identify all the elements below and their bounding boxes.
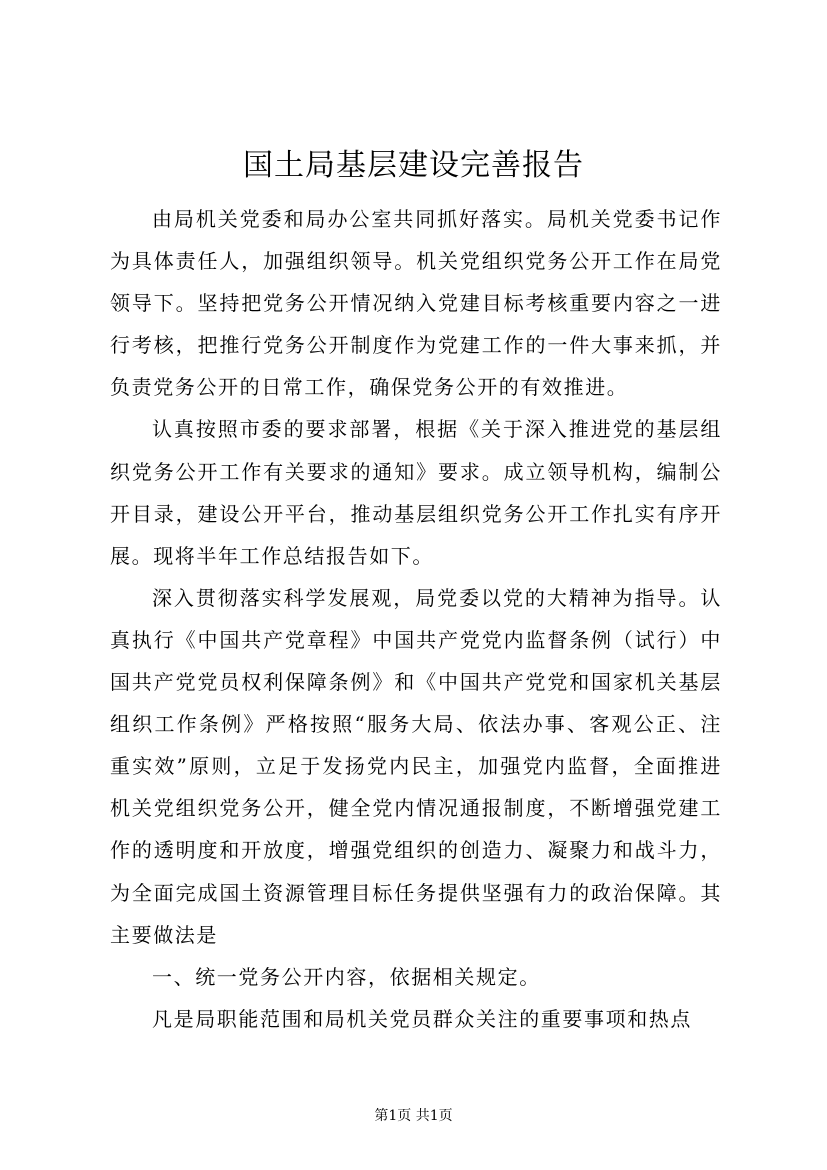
paragraph-4: 一、统一党务公开内容，依据相关规定。	[152, 964, 541, 989]
document-title: 国土局基层建设完善报告	[243, 148, 584, 183]
paragraph-2: 认真按照市委的要求部署，根据《关于深入推进党的基层组织党务公开工作有关要求的通知》要求。成立领导机构，编制公开目录，建设公开平台，推动基层组织党务公开工作扎实有序开展。现将半年工作总结报告如下。	[110, 417, 722, 568]
document-body	[110, 198, 722, 1040]
paragraph-1: 由局机关党委和局办公室共同抓好落实。局机关党委书记作为具体责任人，加强组织领导。机关党组织党务公开工作在局党领导下。坚持把党务公开情况纳入党建目标考核重要内容之一进行考核，把推行党务公开制度作为党建工作的一件大事来抓，并负责党务公开的日常工作，确保党务公开的有效推进。	[110, 207, 722, 400]
page-footer: 第1页 共1页	[374, 1108, 453, 1124]
paragraph-3: 深入贯彻落实科学发展观，局党委以党的大精神为指导。认真执行《中国共产党章程》中国共产党党内监督条例（试行）中国共产党党员权利保障条例》和《中国共产党党和国家机关基层组织工作条例》严格按照“服务大局、依法办事、客观公正、注重实效”原则，立足于发扬党内民主，加强党内监督，全面推进机关党组织党务公开，健全党内情况通报制度，不断增强党建工作的透明度和开放度，增强党组织的创造力、凝聚力和战斗力，为全面完成国土资源管理目标任务提供坚强有力的政治保障。其主要做法是	[110, 585, 722, 947]
paragraph-5: 凡是局职能范围和局机关党员群众关注的重要事项和热点	[152, 1006, 692, 1031]
